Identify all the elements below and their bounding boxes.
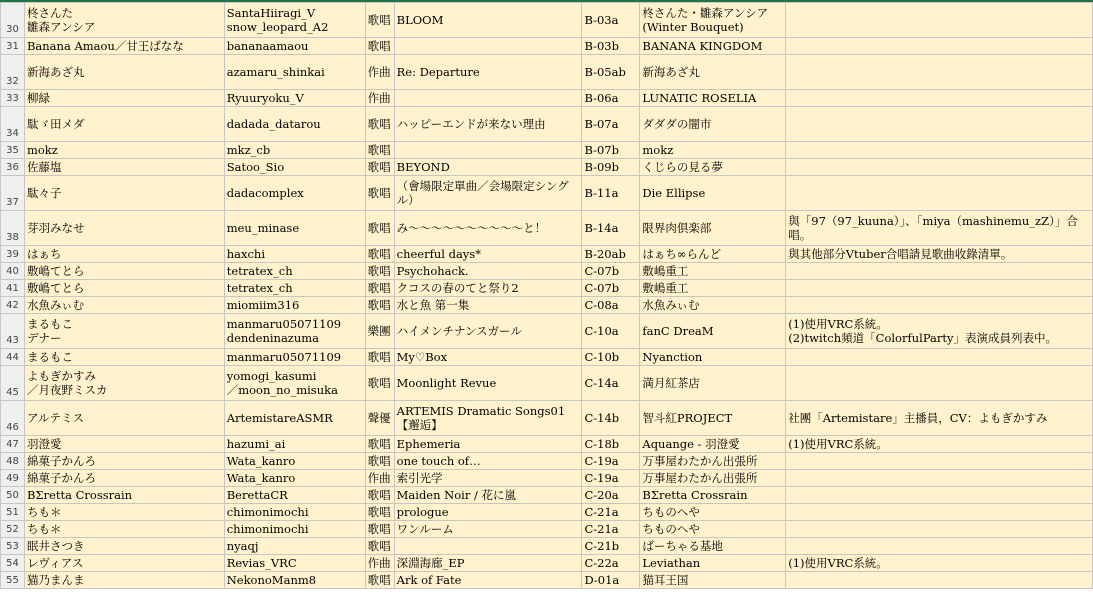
cell-role[interactable]: 歌唱 [365,246,394,263]
row-header[interactable]: 38 [1,211,25,246]
cell-circle[interactable]: fanC DreaM [640,314,786,349]
table-row [1,159,1093,176]
table-row [1,504,1093,521]
cell-account[interactable]: Wata_kanro [224,470,365,487]
cell-booth[interactable]: B-20ab [582,246,640,263]
cell-note[interactable]: 與「97（97_kuuna）」、「miya（mashinemu_zZ）」合唱。 [786,211,1093,246]
table-row [1,38,1093,55]
cell-role[interactable]: 歌唱 [365,538,394,555]
cell-booth[interactable]: B-09b [582,159,640,176]
cell-title[interactable]: ARTEMIS Dramatic Songs01【邂逅】 [394,401,582,436]
table-row [1,142,1093,159]
cell-name[interactable]: ちも＊ [24,504,224,521]
table-row [1,90,1093,107]
table-row [1,366,1093,401]
row-header[interactable]: 51 [1,504,25,521]
cell-circle[interactable]: 猫耳王国 [640,572,786,589]
cell-circle[interactable]: ちものへや [640,521,786,538]
cell-note[interactable] [786,55,1093,90]
cell-circle[interactable]: 敷嶋重工 [640,280,786,297]
cell-title[interactable]: My♡Box [394,349,582,366]
cell-title[interactable] [394,538,582,555]
cell-role[interactable]: 歌唱 [365,107,394,142]
cell-name[interactable]: 柳緑 [24,90,224,107]
cell-note[interactable] [786,504,1093,521]
cell-booth[interactable]: C-19a [582,470,640,487]
cell-circle[interactable]: くじらの見る夢 [640,159,786,176]
cell-booth[interactable]: C-07b [582,280,640,297]
cell-name[interactable]: mokz [24,142,224,159]
cell-name[interactable]: 眠井さつき [24,538,224,555]
cell-booth[interactable]: C-18b [582,436,640,453]
cell-circle[interactable]: Aquange - 羽澄愛 [640,436,786,453]
cell-circle[interactable]: 水魚みぃむ [640,297,786,314]
cell-account[interactable]: Wata_kanro [224,453,365,470]
table-row [1,297,1093,314]
cell-note[interactable] [786,280,1093,297]
cell-role[interactable]: 歌唱 [365,263,394,280]
cell-note[interactable] [786,107,1093,142]
cell-role[interactable]: 歌唱 [365,349,394,366]
cell-note[interactable]: 社團「Artemistare」主播員，CV：よもぎかすみ [786,401,1093,436]
cell-booth[interactable]: C-22a [582,555,640,572]
cell-name[interactable]: 敷嶋てとら [24,280,224,297]
cell-account[interactable]: meu_minase [224,211,365,246]
row-header[interactable]: 54 [1,555,25,572]
cell-account[interactable]: azamaru_shinkai [224,55,365,90]
cell-title[interactable]: Psychohack. [394,263,582,280]
cell-title[interactable]: Moonlight Revue [394,366,582,401]
cell-name[interactable]: 羽澄愛 [24,436,224,453]
cell-account[interactable]: Ryuuryoku_V [224,90,365,107]
cell-account[interactable]: chimonimochi [224,504,365,521]
cell-circle[interactable]: 智斗紅PROJECT [640,401,786,436]
cell-account[interactable]: NekonoManm8 [224,572,365,589]
cell-note[interactable] [786,470,1093,487]
table-row [1,555,1093,572]
cell-account[interactable]: SantaHiiragi_V snow_leopard_A2 [224,3,365,38]
row-header[interactable]: 39 [1,246,25,263]
cell-role[interactable]: 歌唱 [365,297,394,314]
cell-account[interactable]: ArtemistareASMR [224,401,365,436]
table-row [1,470,1093,487]
cell-name[interactable]: BΣretta Crossrain [24,487,224,504]
cell-title[interactable]: （會場限定單曲／会場限定シングル） [394,176,582,211]
cell-name[interactable]: 敷嶋てとら [24,263,224,280]
cell-title[interactable]: one touch of… [394,453,582,470]
cell-name[interactable]: まるもこ デナー [24,314,224,349]
cell-account[interactable]: haxchi [224,246,365,263]
cell-note[interactable] [786,3,1093,38]
cell-note[interactable] [786,38,1093,55]
cell-note[interactable]: (1)使用VRC系統。 (2)twitch頻道「ColorfulParty」表演成員列表中。 [786,314,1093,349]
cell-note[interactable] [786,538,1093,555]
cell-account[interactable]: yomogi_kasumi ／moon_no_misuka [224,366,365,401]
cell-account[interactable]: tetratex_ch [224,263,365,280]
cell-name[interactable]: Banana Amaou／甘王ばなな [24,38,224,55]
cell-title[interactable] [394,38,582,55]
cell-title[interactable]: 深淵海廊_EP [394,555,582,572]
table-row [1,107,1093,142]
cell-note[interactable] [786,90,1093,107]
cell-note[interactable] [786,487,1093,504]
cell-role[interactable]: 歌唱 [365,487,394,504]
cell-circle[interactable]: ちものへや [640,504,786,521]
cell-role[interactable]: 歌唱 [365,38,394,55]
cell-account[interactable]: tetratex_ch [224,280,365,297]
cell-note[interactable] [786,263,1093,280]
cell-booth[interactable]: B-07a [582,107,640,142]
table-row [1,349,1093,366]
cell-note[interactable] [786,142,1093,159]
row-header[interactable]: 32 [1,55,25,90]
cell-circle[interactable]: はぁち∞らんど [640,246,786,263]
cell-booth[interactable]: C-07b [582,263,640,280]
cell-role[interactable]: 聲優 [365,401,394,436]
cell-booth[interactable]: C-21a [582,504,640,521]
cell-role[interactable]: 歌唱 [365,366,394,401]
cell-account[interactable]: manmaru05071109 dendeninazuma [224,314,365,349]
row-header[interactable]: 44 [1,349,25,366]
cell-booth[interactable]: C-21a [582,521,640,538]
cell-account[interactable]: dadacomplex [224,176,365,211]
cell-booth[interactable]: B-03a [582,3,640,38]
row-header[interactable]: 34 [1,107,25,142]
table-row [1,538,1093,555]
cell-booth[interactable]: B-03b [582,38,640,55]
cell-account[interactable]: Revias_VRC [224,555,365,572]
cell-note[interactable] [786,176,1093,211]
cell-title[interactable]: prologue [394,504,582,521]
cell-name[interactable]: 佐藤塩 [24,159,224,176]
table-row [1,572,1093,589]
cell-name[interactable]: 芽羽みなせ [24,211,224,246]
cell-booth[interactable]: B-06a [582,90,640,107]
cell-circle[interactable]: 限界肉倶楽部 [640,211,786,246]
cell-account[interactable]: chimonimochi [224,521,365,538]
cell-name[interactable]: ちも＊ [24,521,224,538]
cell-title[interactable]: ハッピーエンドが来ない理由 [394,107,582,142]
spreadsheet-grid [0,2,1093,589]
row-header[interactable]: 45 [1,366,25,401]
cell-booth[interactable]: C-14b [582,401,640,436]
cell-title[interactable]: 水と魚 第一集 [394,297,582,314]
cell-circle[interactable]: 新海あざ丸 [640,55,786,90]
cell-name[interactable]: 駄ゞ田メダ [24,107,224,142]
cell-booth[interactable]: C-08a [582,297,640,314]
row-header[interactable]: 49 [1,470,25,487]
cell-title[interactable]: 索引光学 [394,470,582,487]
cell-note[interactable]: (1)使用VRC系統。 [786,555,1093,572]
cell-name[interactable]: 綿菓子かんろ [24,470,224,487]
cell-circle[interactable]: mokz [640,142,786,159]
row-header[interactable]: 37 [1,176,25,211]
cell-name[interactable]: 柊さんた 雛森アンシア [24,3,224,38]
cell-title[interactable]: み～～～～～～～～～～と！ [394,211,582,246]
cell-booth[interactable]: B-14a [582,211,640,246]
row-header[interactable]: 47 [1,436,25,453]
table-row [1,3,1093,38]
cell-name[interactable]: 駄々子 [24,176,224,211]
cell-circle[interactable]: 万事屋わたかん出張所 [640,453,786,470]
cell-title[interactable]: ワンルーム [394,521,582,538]
row-header[interactable]: 36 [1,159,25,176]
cell-booth[interactable]: C-10b [582,349,640,366]
cell-role[interactable]: 作曲 [365,90,394,107]
table-row [1,246,1093,263]
cell-role[interactable]: 歌唱 [365,572,394,589]
cell-note[interactable]: 與其他部分Vtuber合唱請見歌曲收錄清單。 [786,246,1093,263]
table-row [1,211,1093,246]
row-header[interactable]: 52 [1,521,25,538]
cell-title[interactable]: Ephemeria [394,436,582,453]
cell-name[interactable]: 綿菓子かんろ [24,453,224,470]
cell-booth[interactable]: B-11a [582,176,640,211]
cell-role[interactable]: 樂團 [365,314,394,349]
cell-note[interactable] [786,572,1093,589]
cell-circle[interactable]: BANANA KINGDOM [640,38,786,55]
table-row [1,521,1093,538]
cell-circle[interactable]: LUNATIC ROSELIA [640,90,786,107]
cell-role[interactable]: 作曲 [365,470,394,487]
cell-name[interactable]: アルテミス [24,401,224,436]
row-header[interactable]: 41 [1,280,25,297]
cell-name[interactable]: よもぎかすみ ／月夜野ミスカ [24,366,224,401]
cell-role[interactable]: 歌唱 [365,211,394,246]
cell-title[interactable]: BLOOM [394,3,582,38]
row-header[interactable]: 43 [1,314,25,349]
cell-role[interactable]: 歌唱 [365,521,394,538]
cell-role[interactable]: 作曲 [365,555,394,572]
cell-name[interactable]: まるもこ [24,349,224,366]
cell-circle[interactable]: BΣretta Crossrain [640,487,786,504]
cell-role[interactable]: 歌唱 [365,280,394,297]
table-row [1,280,1093,297]
row-header[interactable]: 40 [1,263,25,280]
cell-note[interactable]: (1)使用VRC系統。 [786,436,1093,453]
cell-note[interactable] [786,297,1093,314]
cell-account[interactable]: nyaqj [224,538,365,555]
cell-title[interactable]: Ark of Fate [394,572,582,589]
row-header[interactable]: 48 [1,453,25,470]
cell-booth[interactable]: B-05ab [582,55,640,90]
row-header[interactable]: 55 [1,572,25,589]
cell-account[interactable]: BerettaCR [224,487,365,504]
cell-role[interactable]: 歌唱 [365,436,394,453]
cell-title[interactable]: BEYOND [394,159,582,176]
row-header[interactable]: 33 [1,90,25,107]
cell-name[interactable]: 水魚みぃむ [24,297,224,314]
cell-name[interactable]: 猫乃まんま [24,572,224,589]
cell-role[interactable]: 歌唱 [365,176,394,211]
cell-circle[interactable]: Nyanction [640,349,786,366]
table-row [1,176,1093,211]
cell-note[interactable] [786,453,1093,470]
cell-role[interactable]: 歌唱 [365,453,394,470]
table-row [1,453,1093,470]
cell-title[interactable] [394,142,582,159]
cell-name[interactable]: 新海あざ丸 [24,55,224,90]
cell-role[interactable]: 歌唱 [365,3,394,38]
cell-role[interactable]: 作曲 [365,55,394,90]
cell-title[interactable]: Re: Departure [394,55,582,90]
cell-circle[interactable]: ダダダの闇市 [640,107,786,142]
cell-circle[interactable]: 満月紅茶店 [640,366,786,401]
cell-role[interactable]: 歌唱 [365,159,394,176]
cell-role[interactable]: 歌唱 [365,142,394,159]
cell-booth[interactable]: C-10a [582,314,640,349]
cell-title[interactable]: ハイメンチナンスガール [394,314,582,349]
row-header[interactable]: 30 [1,3,25,38]
cell-booth[interactable]: D-01a [582,572,640,589]
row-header[interactable]: 31 [1,38,25,55]
cell-circle[interactable]: 万事屋わたかん出張所 [640,470,786,487]
cell-account[interactable]: dadada_datarou [224,107,365,142]
table-row [1,314,1093,349]
cell-note[interactable] [786,159,1093,176]
table-row [1,436,1093,453]
row-header[interactable]: 35 [1,142,25,159]
table-row [1,487,1093,504]
cell-circle[interactable]: 柊さんた・雛森アンシア (Winter Bouquet) [640,3,786,38]
cell-account[interactable]: manmaru05071109 [224,349,365,366]
cell-name[interactable]: レヴィアス [24,555,224,572]
row-header[interactable]: 46 [1,401,25,436]
cell-circle[interactable]: Die Ellipse [640,176,786,211]
cell-note[interactable] [786,349,1093,366]
cell-booth[interactable]: C-19a [582,453,640,470]
cell-booth[interactable]: C-20a [582,487,640,504]
cell-role[interactable]: 歌唱 [365,504,394,521]
cell-title[interactable] [394,90,582,107]
cell-title[interactable]: クコスの春のてと祭り2 [394,280,582,297]
table-row [1,263,1093,280]
row-header[interactable]: 50 [1,487,25,504]
table-row [1,55,1093,90]
cell-note[interactable] [786,366,1093,401]
cell-note[interactable] [786,521,1093,538]
cell-account[interactable]: bananaamaou [224,38,365,55]
cell-circle[interactable]: 敷嶋重工 [640,263,786,280]
cell-circle[interactable]: Leviathan [640,555,786,572]
table-row [1,401,1093,436]
cell-account[interactable]: Satoo_Sio [224,159,365,176]
cell-booth[interactable]: C-14a [582,366,640,401]
cell-name[interactable]: はぁち [24,246,224,263]
row-header[interactable]: 53 [1,538,25,555]
cell-booth[interactable]: C-21b [582,538,640,555]
cell-account[interactable]: hazumi_ai [224,436,365,453]
cell-title[interactable]: cheerful days* [394,246,582,263]
cell-account[interactable]: mkz_cb [224,142,365,159]
cell-circle[interactable]: ばーちゃる基地 [640,538,786,555]
cell-account[interactable]: miomiim316 [224,297,365,314]
cell-booth[interactable]: B-07b [582,142,640,159]
row-header[interactable]: 42 [1,297,25,314]
cell-title[interactable]: Maiden Noir / 花に嵐 [394,487,582,504]
